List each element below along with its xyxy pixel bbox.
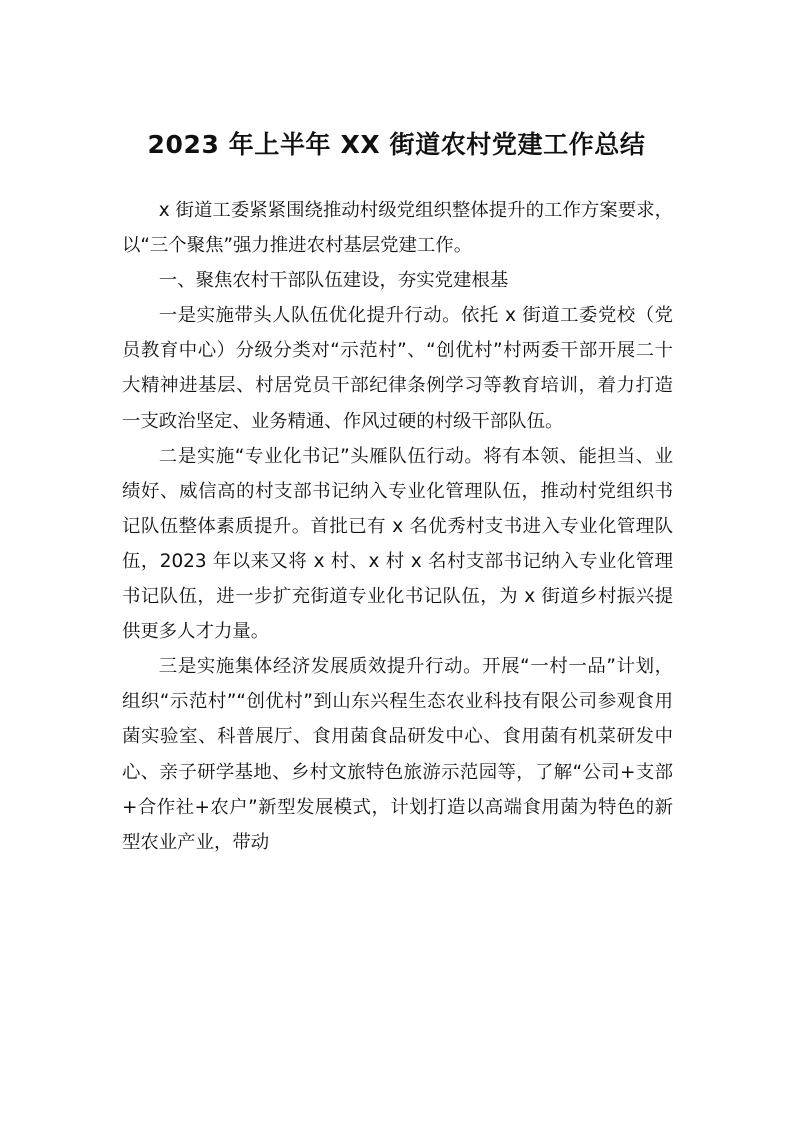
paragraph-intro: x 街道工委紧紧围绕推动村级党组织整体提升的工作方案要求，以“三个聚焦”强力推进农村基层党建工作。: [122, 200, 673, 257]
document-title: 2023 年上半年 XX 街道农村党建工作总结: [147, 130, 646, 159]
document-body: [122, 193, 673, 860]
paragraph-professional-secretary: 二是实施“专业化书记”头雁队伍行动。将有本领、能担当、业绩好、威信高的村支部书记纳入专业化管理队伍，推动村党组织书记队伍整体素质提升。首批已有 x 名优秀村支书进入专业化管理队伍，2023 年以来又将 x 村、x 村 x 名村支部书记纳入专业化管理书记队伍，进一步扩充街道专业化书记队伍，为 x 街道乡村振兴提供更多人才力量。: [122, 445, 673, 643]
section-heading-1: 一、聚焦农村干部队伍建设，夯实党建根基: [158, 270, 509, 292]
paragraph-collective-economy: 三是实施集体经济发展质效提升行动。开展“一村一品”计划，组织“示范村”“创优村”到山东兴程生态农业科技有限公司参观食用菌实验室、科普展厅、食用菌食品研发中心、食用菌有机菜研发中心、亲子研学基地、乡村文旅特色旅游示范园等，了解“公司+支部+合作社+农户”新型发展模式，计划打造以高端食用菌为特色的新型农业产业，带动: [122, 656, 673, 853]
paragraph-leader-team: 一是实施带头人队伍优化提升行动。依托 x 街道工委党校（党员教育中心）分级分类对“示范村”、“创优村”村两委干部开展二十大精神进基层、村居党员干部纪律条例学习等教育培训，着力打造一支政治坚定、业务精通、作风过硬的村级干部队伍。: [122, 305, 673, 432]
